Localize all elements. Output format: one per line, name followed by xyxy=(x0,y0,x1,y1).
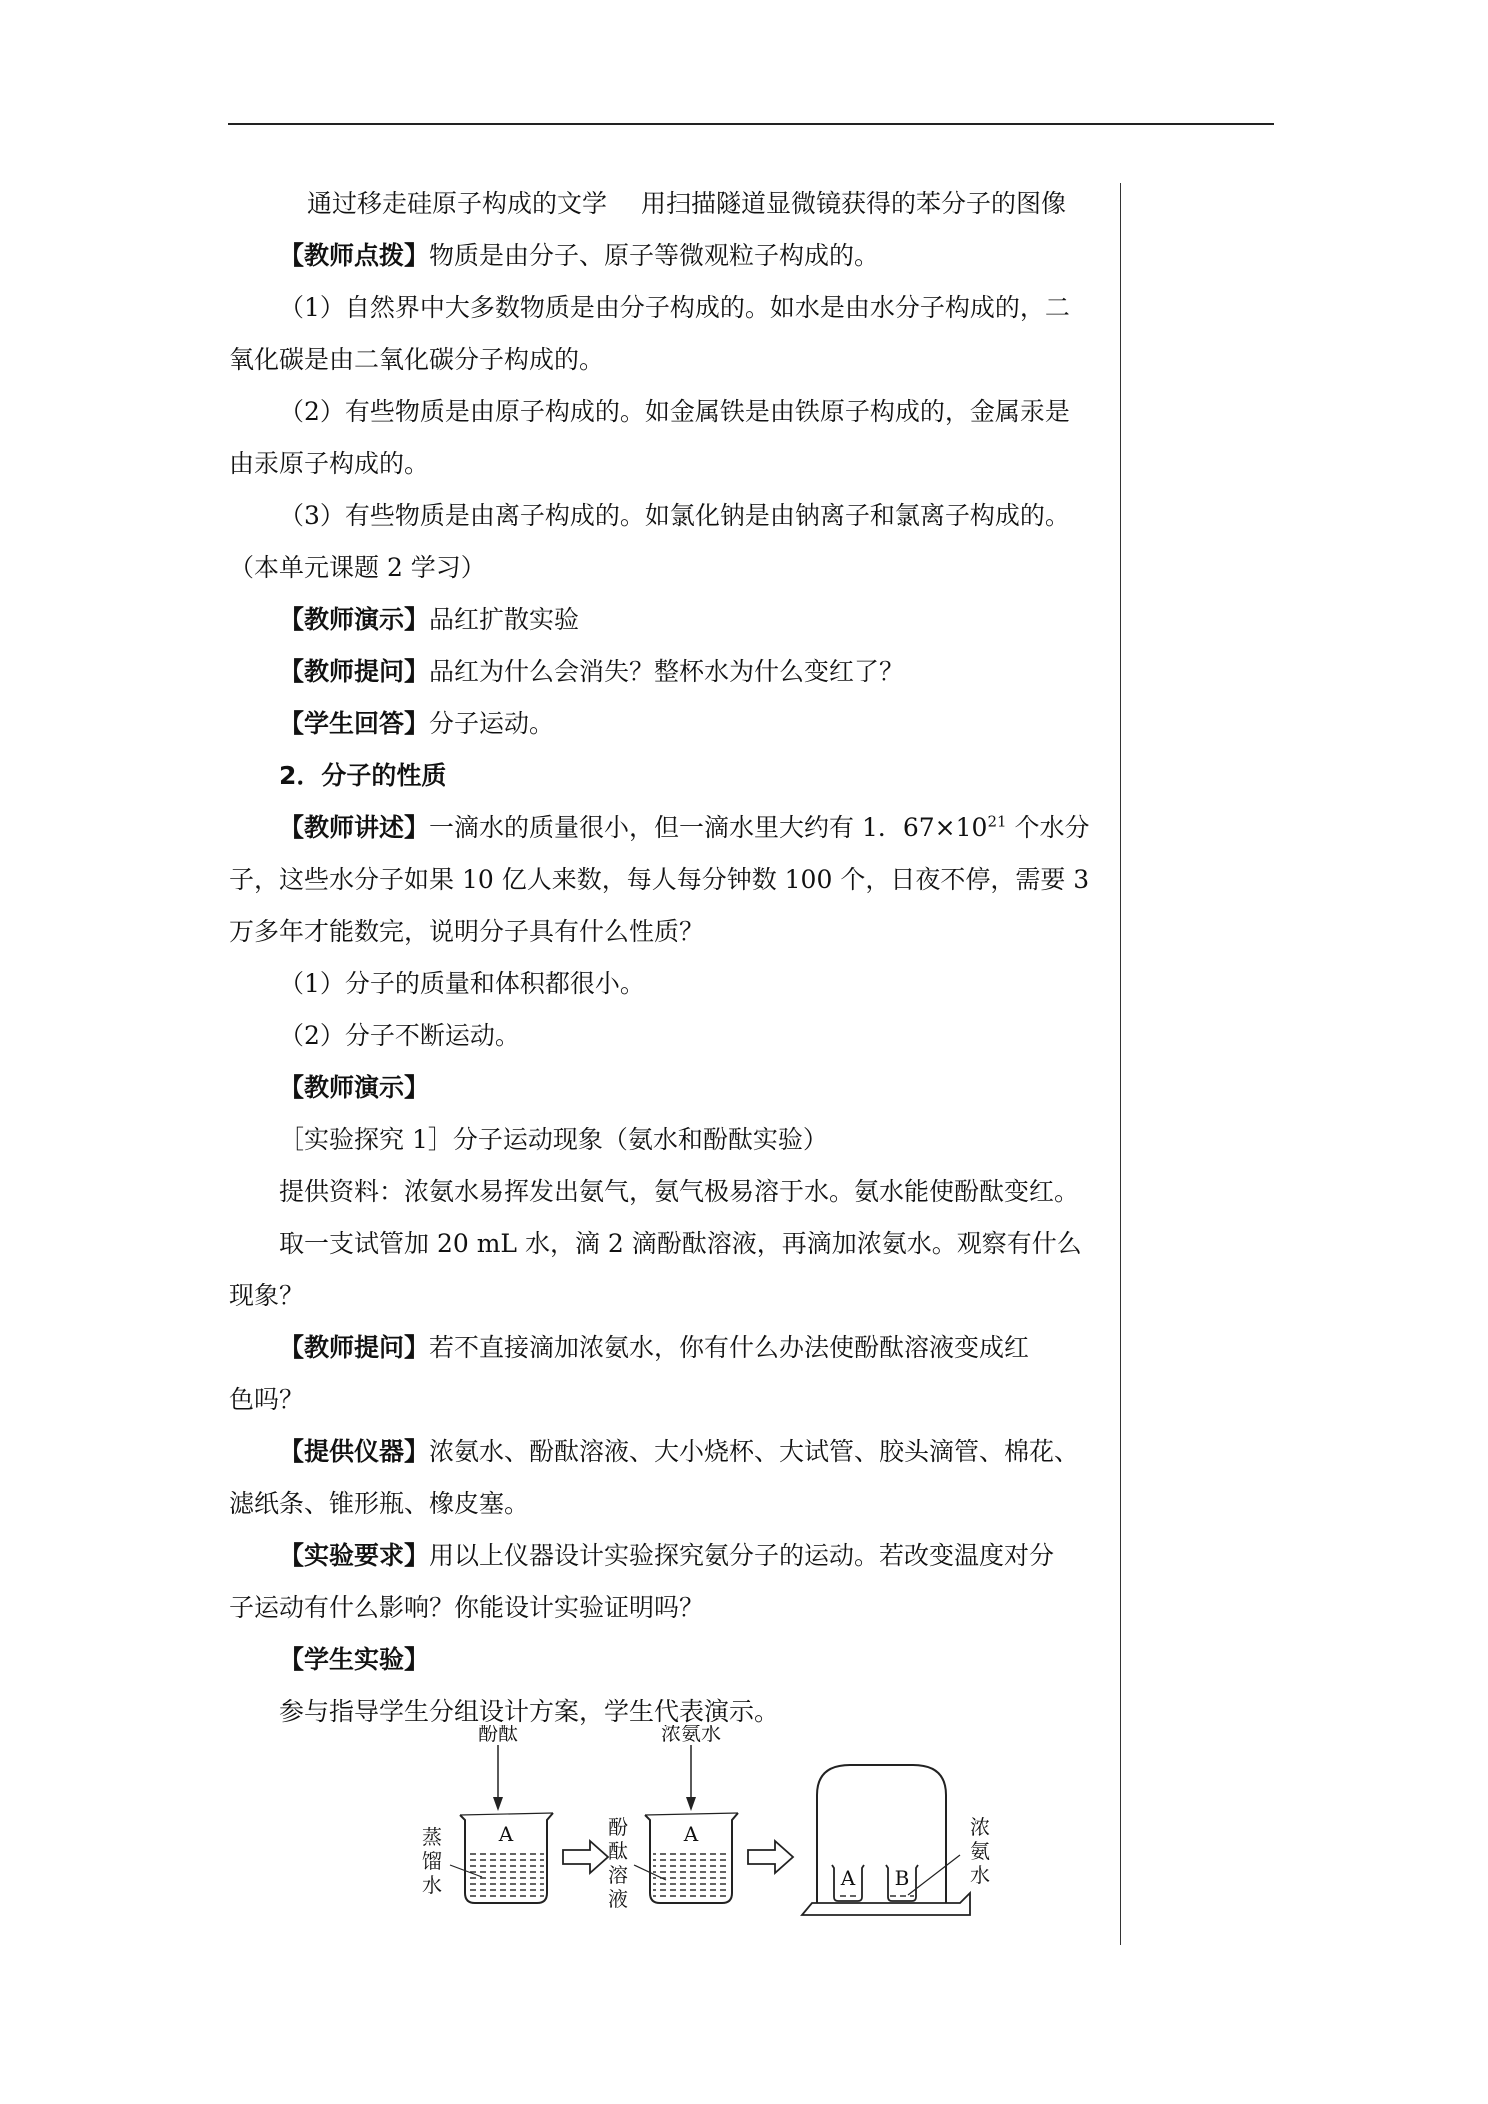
process-arrow-1 xyxy=(563,1841,608,1873)
paragraph-teacher-question-2: 【教师提问】若不直接滴加浓氨水，你有什么办法使酚酞溶液变成红 色吗？ xyxy=(229,1333,1030,1414)
paragraph-instruments: 【提供仪器】浓氨水、酚酞溶液、大小烧杯、大试管、胶头滴管、棉花、 滤纸条、锥形瓶、橡皮塞。 xyxy=(229,1437,1080,1518)
label-conc-ammonia: 浓氨水 xyxy=(970,1815,990,1887)
beaker-4-label: B xyxy=(894,1866,910,1890)
bell-jar xyxy=(802,1765,970,1915)
caption-left: 通过移走硅原子构成的文学 xyxy=(307,189,608,218)
label-phenolphthalein-solution: 酚酞溶液 xyxy=(608,1815,628,1911)
paragraph-materials-info: 提供资料：浓氨水易挥发出氨气，氨气极易溶于水。氨水能使酚酞变红。 xyxy=(279,1177,1080,1206)
label-ammonia: 浓氨水 xyxy=(661,1725,721,1745)
paragraph-teacher-narration: 【教师讲述】一滴水的质量很小，但一滴水里大约有 1．$67\times 10^{21}$ 个水分 子，这些水分子如果 10 亿人来数，每人每分钟数 100 个，日夜不停，需要 3 万多年才能数完，说明分子具有什么性质？ xyxy=(229,812,1090,946)
paragraph-teacher-question: 【教师提问】品红为什么会消失？整杯水为什么变红了？ xyxy=(279,657,905,686)
beaker-1-label: A xyxy=(498,1822,514,1846)
label-distilled-water: 蒸馏水 xyxy=(422,1825,442,1897)
paragraph-property-1: （1）分子的质量和体积都很小。 xyxy=(279,969,645,998)
paragraph-ions: （3）有些物质是由离子构成的。如氯化钠是由钠离子和氯离子构成的。 （本单元课题 2 学习） xyxy=(229,501,1070,582)
paragraph-property-2: （2）分子不断运动。 xyxy=(279,1021,520,1050)
arrow-head-1 xyxy=(493,1797,503,1811)
section-heading: 2．分子的性质 xyxy=(279,761,447,790)
image-caption xyxy=(229,178,1109,230)
experiment-diagram-svg xyxy=(420,1725,1000,1955)
paragraph-guidance: 参与指导学生分组设计方案，学生代表演示。 xyxy=(279,1697,780,1726)
process-arrow-2 xyxy=(748,1841,793,1873)
paragraph-atoms: （2）有些物质是由原子构成的。如金属铁是由铁原子构成的，金属汞是 由汞原子构成的。 xyxy=(229,397,1070,478)
caption-right: 用扫描隧道显微镜获得的苯分子的图像 xyxy=(641,189,1067,218)
paragraph-teacher-demo-2: 【教师演示】 xyxy=(279,1073,430,1102)
paragraph-experiment-title: ［实验探究 1］分子运动现象（氨水和酚酞实验） xyxy=(279,1125,828,1154)
paragraph-molecules: （1）自然界中大多数物质是由分子构成的。如水是由水分子构成的，二 氧化碳是由二氧化碳分子构成的。 xyxy=(229,293,1070,374)
beaker-3-label: A xyxy=(840,1866,856,1890)
experiment-diagram xyxy=(420,1725,1000,1955)
beaker-2-label: A xyxy=(683,1822,699,1846)
paragraph-requirements: 【实验要求】用以上仪器设计实验探究氨分子的运动。若改变温度对分 子运动有什么影响？你能设计实验证明吗？ xyxy=(229,1541,1055,1622)
label-phenolphthalein: 酚酞 xyxy=(478,1725,518,1745)
paragraph-student-experiment: 【学生实验】 xyxy=(279,1645,430,1674)
table-cell-border xyxy=(1120,183,1121,1945)
paragraph-procedure: 取一支试管加 20 mL 水，滴 2 滴酚酞溶液，再滴加浓氨水。观察有什么 现象？ xyxy=(229,1229,1082,1310)
paragraph-teacher-tip: 【教师点拨】物质是由分子、原子等微观粒子构成的。 xyxy=(279,241,880,270)
document-body xyxy=(229,178,1109,1738)
arrow-head-2 xyxy=(686,1797,696,1811)
paragraph-student-answer: 【学生回答】分子运动。 xyxy=(279,709,555,738)
paragraph-teacher-demo: 【教师演示】品红扩散实验 xyxy=(279,605,580,634)
header-rule xyxy=(228,123,1274,125)
